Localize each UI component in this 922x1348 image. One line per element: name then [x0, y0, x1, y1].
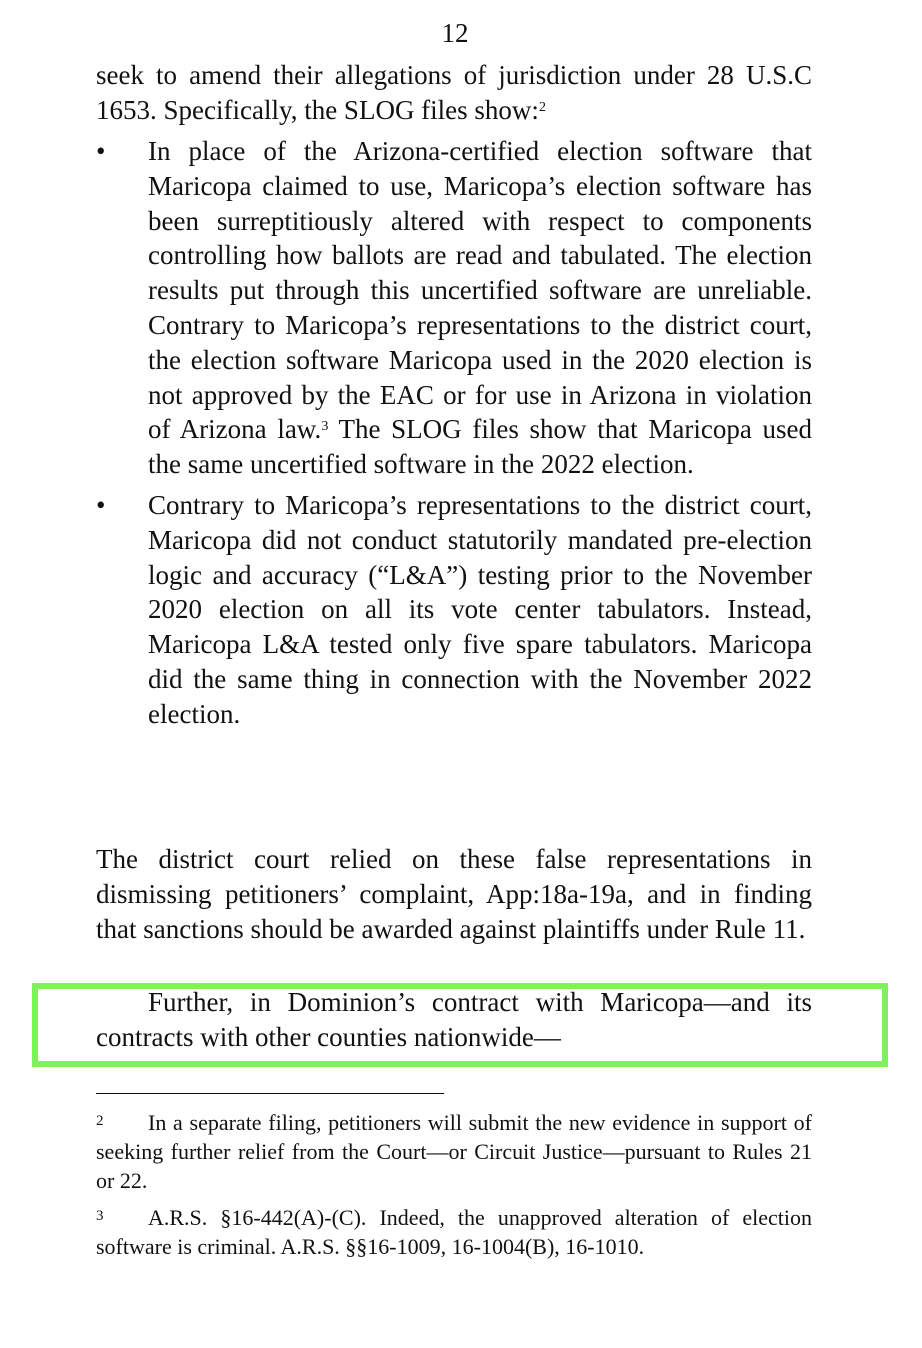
- bullet-1-text-a: In place of the Arizona-certified election software that Maricopa claimed to use, Maricopa’s election software has been surreptitiously altered with respect to components controlling how ballots are read and tabulated. The election results put through this uncertified software are unreliable. Contrary to Maricopa’s representations to the district court, the election software Maricopa used in the 2020 election is not approved by the EAC or for use in Arizona in violation of Arizona law.: [148, 136, 812, 445]
- footnote-divider: [96, 1093, 444, 1094]
- footnote-text: A.R.S. §16-442(A)-(C). Indeed, the unapproved alteration of election software is criminal. A.R.S. §§16-1009, 16-1004(B), 16-1010.: [96, 1205, 812, 1259]
- bullet-1-text-b: The SLOG files show that Maricopa used the same uncertified software in the 2022 election.: [148, 414, 812, 480]
- intro-paragraph: [96, 58, 812, 128]
- footnote-text: In a separate filing, petitioners will submit the new evidence in support of seeking further relief from the Court—or Circuit Justice—pursuant to Rules 21 or 22.: [96, 1110, 812, 1193]
- bullet-icon: •: [96, 136, 106, 166]
- list-item: [96, 488, 812, 732]
- bullet-2-text: Contrary to Maricopa’s representations to the district court, Maricopa did not conduct statutorily mandated pre-election logic and accuracy (“L&A”) testing prior to the November 2020 election on all its vote center tabulators. Instead, Maricopa L&A tested only five spare tabulators. Maricopa did the same thing in connection with the November 2022 election.: [148, 489, 812, 729]
- intro-text: seek to amend their allegations of jurisdiction under 28 U.S.C 1653. Specifically, the SLOG files show:: [96, 60, 812, 125]
- page-number: 12: [441, 18, 469, 48]
- bullet-icon: •: [96, 489, 106, 520]
- footnotes: [96, 1108, 812, 1269]
- findings-list: [96, 134, 812, 738]
- list-item: [96, 134, 812, 482]
- footnote-2: 2 In a separate filing, petitioners will submit the new evidence in support of seeking further relief from the Court—or Circuit Justice—pursuant to Rules 21 or 22.: [96, 1110, 812, 1193]
- conclusion-paragraph: The district court relied on these false representations in dismissing petitioners’ complaint, App:18a-19a, and in finding that sanctions should be awarded against plaintiffs under Rule 11.: [96, 844, 812, 944]
- footnote-3: 3 A.R.S. §16-442(A)-(C). Indeed, the unapproved alteration of election software is criminal. A.R.S. §§16-1009, 16-1004(B), 16-1010.: [96, 1205, 812, 1259]
- footnote-ref-3[interactable]: 3: [321, 419, 329, 435]
- further-paragraph: Further, in Dominion’s contract with Maricopa—and its contracts with other counties nationwide—: [96, 987, 812, 1052]
- footnote-ref-2[interactable]: 2: [538, 99, 546, 115]
- highlight-box: [32, 983, 888, 1067]
